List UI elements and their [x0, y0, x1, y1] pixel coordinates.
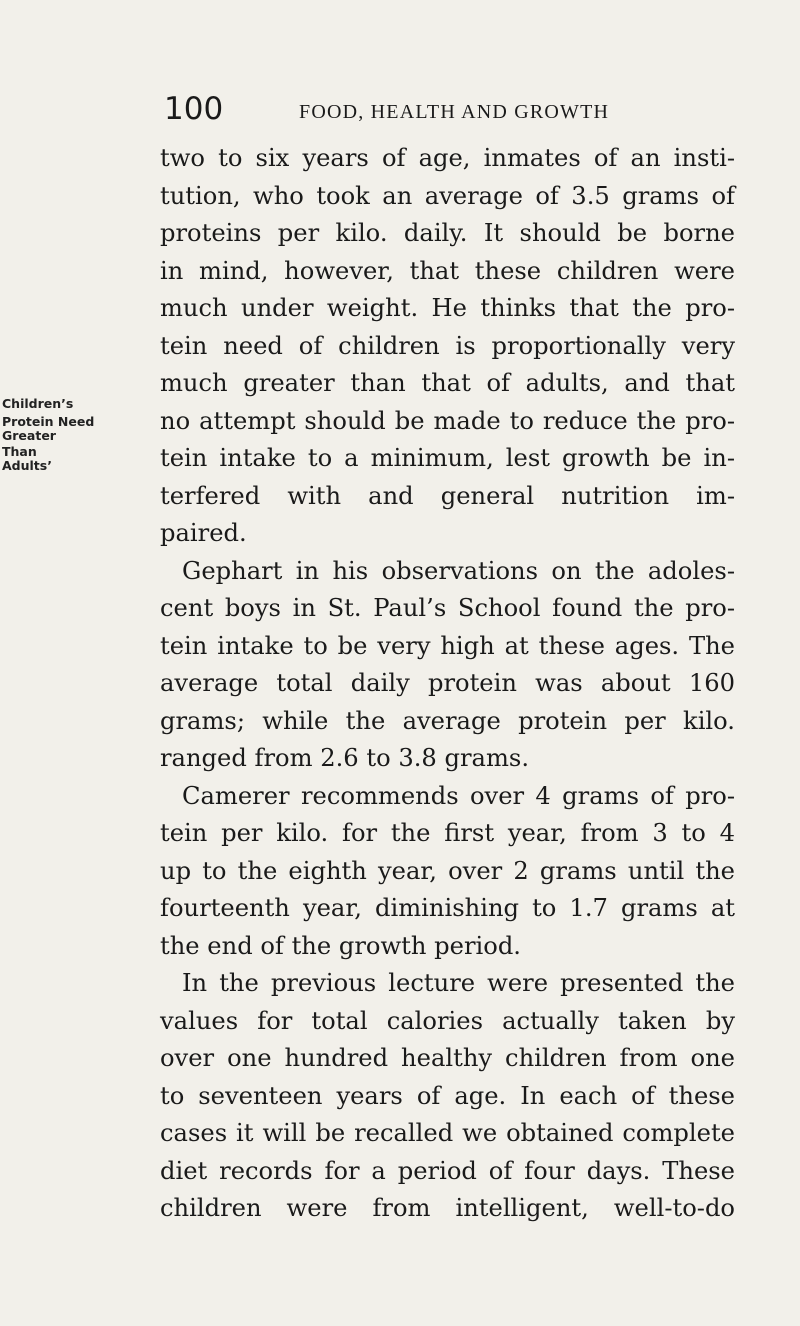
text-line: much greater than that of adults, and that	[160, 369, 735, 397]
text-line: tein intake to a minimum, lest growth be in-	[160, 444, 735, 472]
text-line: in mind, however, that these children were	[160, 256, 735, 285]
text-line: to seventeen years of age. In each of these	[160, 1081, 735, 1110]
text-line: terfered with and general nutrition im-	[160, 481, 735, 510]
body-text	[160, 140, 735, 1228]
text-line: paired.	[160, 519, 247, 547]
text-line: tein per kilo. for the first year, from 3 to 4	[160, 819, 735, 847]
text-line: proteins per kilo. daily. It should be borne	[160, 219, 735, 247]
text-line: tein need of children is proportionally very	[160, 331, 735, 360]
text-line: diet records for a period of four days. These	[160, 1156, 735, 1185]
text-line: children were from intelligent, well-to-do	[160, 1194, 735, 1222]
text-line: up to the eighth year, over 2 grams until the	[160, 856, 735, 885]
text-line: Camerer recommends over 4 grams of pro-	[182, 781, 735, 810]
text-line: fourteenth year, diminishing to 1.7 grams at	[160, 894, 735, 922]
text-line: average total daily protein was about 160	[160, 669, 735, 697]
text-line: cent boys in St. Paul’s School found the pro-	[160, 594, 735, 622]
page-number: 100	[164, 91, 224, 127]
text-line: tution, who took an average of 3.5 grams of	[160, 181, 735, 210]
text-line: Gephart in his observations on the adoles-	[182, 556, 735, 585]
sidenote-line: Adults’	[2, 458, 52, 473]
sidenote-line: Than	[2, 444, 37, 459]
text-line: no attempt should be made to reduce the pro-	[160, 406, 735, 435]
text-line: much under weight. He thinks that the pro-	[160, 294, 735, 322]
page-header	[164, 92, 744, 132]
text-line: values for total calories actually taken by	[160, 1006, 735, 1035]
text-line: cases it will be recalled we obtained complete	[160, 1119, 735, 1147]
text-line: the end of the growth period.	[160, 931, 521, 960]
sidenote-line: Protein Need	[2, 414, 95, 429]
text-line: ranged from 2.6 to 3.8 grams.	[160, 744, 530, 772]
text-line: In the previous lecture were presented the	[182, 969, 735, 997]
running-head: FOOD, HEALTH AND GROWTH	[299, 101, 610, 123]
text-line: tein intake to be very high at these ages. The	[160, 631, 735, 660]
text-line: grams; while the average protein per kilo.	[160, 706, 735, 735]
sidenote-line: Children’s	[2, 396, 74, 411]
sidenote-line: Greater	[2, 428, 56, 443]
text-line: two to six years of age, inmates of an insti-	[160, 144, 735, 172]
text-line: over one hundred healthy children from one	[160, 1044, 735, 1072]
